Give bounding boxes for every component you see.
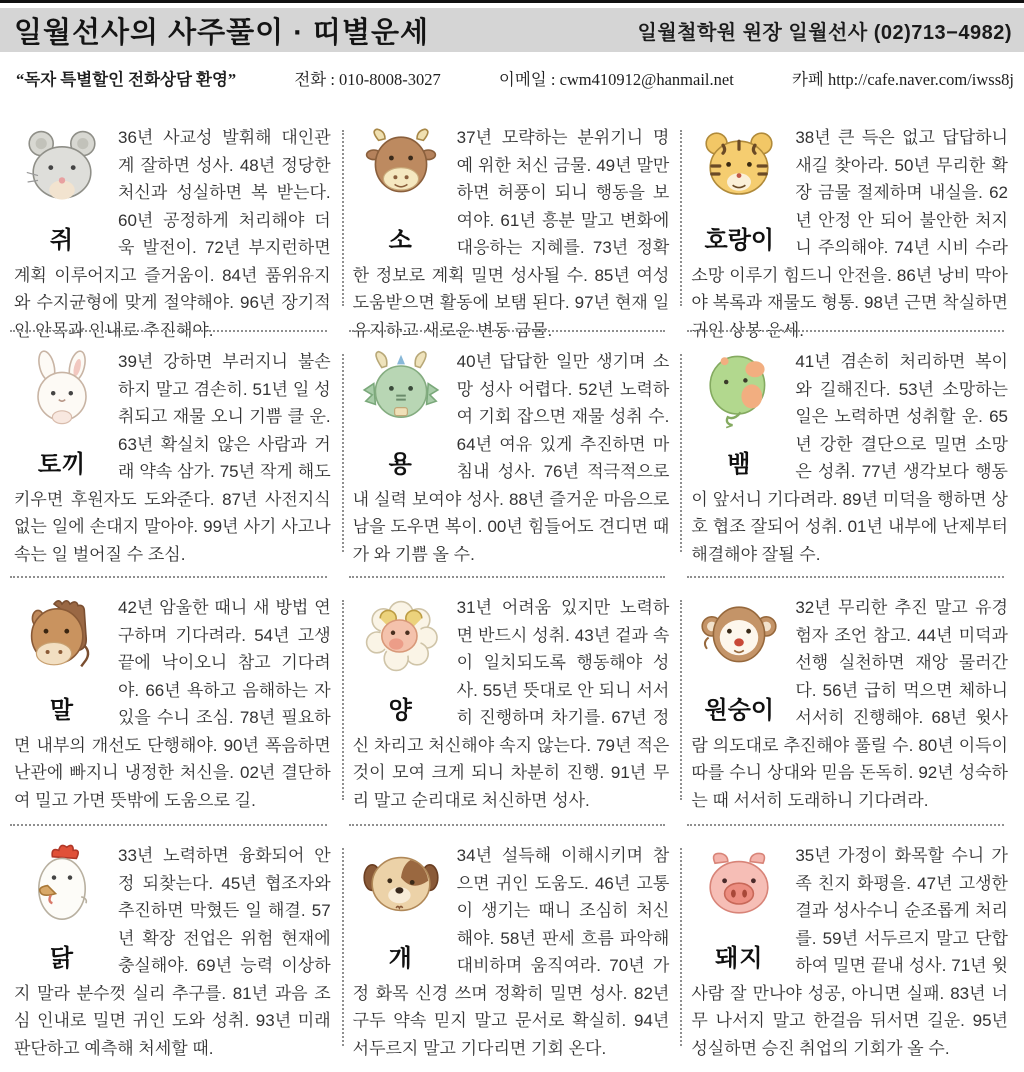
fortune-text-horse: 42년 암울한 때니 새 방법 연구하며 기다려라. 54년 고생 끝에 낙이오니 참고 기다려야. 66년 욕하고 음해하는 자 있을 수니 조심. 78년 필요하면 내부의 개선도 단행해야. 90년 폭음하면 난관에 빠지니 냉정한 처신을. 02년 결단하여 밀고 가면 뜻밖에 도움으로 길. — [14, 598, 331, 810]
zodiac-cell-dragon — [343, 332, 682, 578]
fortune-text-rat: 36년 사교성 발휘해 대인관계 잘하면 성사. 48년 정당한 처신과 성실하면 복 받는다. 60년 공정하게 처리해야 더욱 발전이. 72년 부지런하면 계획 이루어지고 즐거움이. 84년 품위유지와 수지균형에 맞게 절약해야. 96년 장기적인 안목과 인내로 추진해야. — [14, 128, 331, 340]
animal-name-tiger: 호랑이 — [704, 227, 775, 254]
pig-block — [691, 844, 787, 973]
animal-name-dragon: 용 — [388, 451, 413, 478]
snake-block — [691, 350, 787, 479]
dog-icon — [361, 844, 441, 924]
fortune-text-ox: 37년 모략하는 분위기니 명예 위한 처신 금물. 49년 말만 하면 허풍이 되니 행동을 보여야. 61년 흥분 말고 변화에 대응하는 지혜를. 73년 정확한 정보로 계획 밀면 성사될 수. 85년 여성 도움받으면 활동에 보탬 된다. 97년 현재 일 유지하고 새로운 변동 금물. — [352, 128, 670, 340]
dragon-icon — [361, 350, 441, 430]
sheep-icon — [361, 596, 441, 676]
rabbit-block — [14, 350, 110, 479]
publisher-info: 일월철학원 원장 일월선사 (02)713−4982) — [637, 21, 1012, 44]
horse-block — [14, 596, 110, 725]
fortune-text-dragon: 40년 답답한 일만 생기며 소망 성사 어렵다. 52년 노력하여 기회 잡으면 재물 성취 수. 64년 여유 있게 추진하면 마침내 성사. 76년 적극적으로 내 실력 보여야 성사. 88년 즐거운 마음으로 남을 도우면 복이. 00년 힘들어도 견디면 때가 와 기쁨 올 수. — [352, 352, 670, 564]
rat-block — [14, 126, 110, 255]
rooster-icon — [22, 844, 102, 924]
zodiac-cell-rabbit — [4, 332, 343, 578]
zodiac-cell-tiger — [681, 108, 1020, 340]
ox-icon — [361, 126, 441, 206]
animal-name-dog: 개 — [388, 945, 413, 972]
tiger-icon — [699, 126, 779, 206]
zodiac-cell-sheep — [343, 578, 682, 826]
zodiac-cell-monkey — [681, 578, 1020, 826]
pig-icon — [699, 844, 779, 924]
fortune-text-dog: 34년 설득해 이해시키며 참으면 귀인 도움도. 46년 고통이 생기는 때니 조심히 처신해야. 58년 판세 흐름 파악해 대비하며 움직여라. 70년 가정 화목 신경 쓰며 정확히 밀면 성사. 82년 구두 약속 믿지 말고 문서로 확실히. 94년 서두르지 말고 기다리면 기회 온다. — [352, 846, 670, 1058]
fortune-text-monkey: 32년 무리한 추진 말고 유경험자 조언 참고. 44년 미덕과 선행 실천하면 재앙 물러간다. 56년 급히 먹으면 체하니 서서히 진행해야. 68년 윗사람 의도대로 추진해야 풀릴 수. 80년 이득이 따를 수니 상대와 믿음 돈독히. 92년 성숙하는 때 서서히 도래하니 기다려라. — [691, 598, 1008, 810]
animal-name-rooster: 닭 — [49, 945, 75, 972]
zodiac-cell-dog — [343, 826, 682, 1072]
rooster-block — [14, 844, 110, 973]
animal-name-snake: 뱀 — [727, 451, 752, 478]
zodiac-cell-horse — [4, 578, 343, 826]
monkey-block — [691, 596, 787, 725]
snake-icon — [699, 350, 779, 430]
animal-name-rabbit: 토끼 — [37, 451, 87, 478]
animal-name-sheep: 양 — [388, 697, 413, 724]
zodiac-cell-pig — [681, 826, 1020, 1072]
dog-block — [353, 844, 449, 973]
zodiac-cell-snake — [681, 332, 1020, 578]
tiger-block — [691, 126, 787, 255]
sheep-block — [353, 596, 449, 725]
monkey-icon — [699, 596, 779, 676]
animal-name-rat: 쥐 — [49, 227, 75, 254]
ox-block — [353, 126, 449, 255]
zodiac-grid — [0, 100, 1024, 1072]
fortune-text-pig: 35년 가정이 화목할 수니 가족 친지 화평을. 47년 고생한 결과 성사수니 순조롭게 처리를. 59년 서두르지 말고 단합하여 밀면 끝내 성사. 71년 윗사람 잘 만나야 성공, 아니면 실패. 83년 너무 나서지 말고 한걸음 뒤서면 길운. 95년 성실하면 승진 취업의 기회가 올 수. — [691, 846, 1008, 1058]
dragon-block — [353, 350, 449, 479]
rabbit-icon — [22, 350, 102, 430]
animal-name-pig: 돼지 — [715, 945, 764, 972]
animal-name-ox: 소 — [388, 227, 413, 254]
cafe-url: 카페 http://cafe.naver.com/iwss8j — [791, 70, 1014, 89]
masthead — [0, 8, 1024, 52]
fortune-text-rooster: 33년 노력하면 융화되어 안정 되찾는다. 45년 협조자와 추진하면 막혔든 일 해결. 57년 확장 전업은 위험 현재에 충실해야. 69년 능력 이상하지 말라 분수껏 실리 추구를. 81년 과음 조심 인내로 밀면 귀인 도와 성취. 93년 미래 판단하고 예측해 처세할 때. — [14, 846, 331, 1058]
zodiac-cell-rooster — [4, 826, 343, 1072]
welcome-note: “독자 특별할인 전화상담 환영” — [16, 70, 237, 89]
zodiac-cell-ox — [343, 108, 682, 340]
rat-icon — [22, 126, 102, 206]
fortune-text-sheep: 31년 어려움 있지만 노력하면 반드시 성취. 43년 겉과 속이 일치되도록 행동해야 성사. 55년 뜻대로 안 되니 서서히 진행하며 차기를. 67년 정신 차리고 처신해야 속지 않는다. 79년 적은 것이 모여 크게 되니 차분히 진행. 91년 무리 말고 순리대로 처신하면 성사. — [352, 598, 670, 810]
animal-name-monkey: 원숭이 — [704, 697, 775, 724]
contact-bar — [0, 52, 1024, 100]
horse-icon — [22, 596, 102, 676]
animal-name-horse: 말 — [49, 697, 75, 724]
fortune-text-snake: 41년 겸손히 처리하면 복이 와 길해진다. 53년 소망하는 일은 노력하면 성취할 운. 65년 강한 결단으로 밀면 소망은 성취. 77년 생각보다 행동이 앞서니 기다려라. 89년 미덕을 행하면 상호 협조 잘되어 성취. 01년 내부에 난제부터 해결해야 잘될 수. — [691, 352, 1008, 564]
page-title: 일월선사의 사주풀이 · 띠별운세 — [14, 16, 430, 49]
fortune-text-rabbit: 39년 강하면 부러지니 불손하지 말고 겸손히. 51년 일 성취되고 재물 오니 기쁨 클 운. 63년 확실치 않은 사람과 거래 약속 삼가. 75년 작게 해도 키우면 후원자도 도와준다. 87년 사전지식 없는 일에 손대지 말아야. 99년 사기 사고나 속는 일 벌어질 수 조심. — [14, 352, 331, 564]
fortune-text-tiger: 38년 큰 득은 없고 답답하니 새길 찾아라. 50년 무리한 확장 금물 절제하며 내실을. 62년 안정 안 되어 불안한 처지니 주의해야. 74년 시비 수라 소망 이루기 힘드니 안전을. 86년 낭비 막아야 복록과 재물도 형통. 98년 근면 착실하면 귀인 상봉 운세. — [691, 128, 1008, 340]
top-rule — [0, 0, 1024, 3]
email-address: 이메일 : cwm410912@hanmail.net — [498, 70, 734, 89]
phone-number: 전화 : 010-8008-3027 — [294, 70, 441, 89]
zodiac-cell-rat — [4, 108, 343, 340]
